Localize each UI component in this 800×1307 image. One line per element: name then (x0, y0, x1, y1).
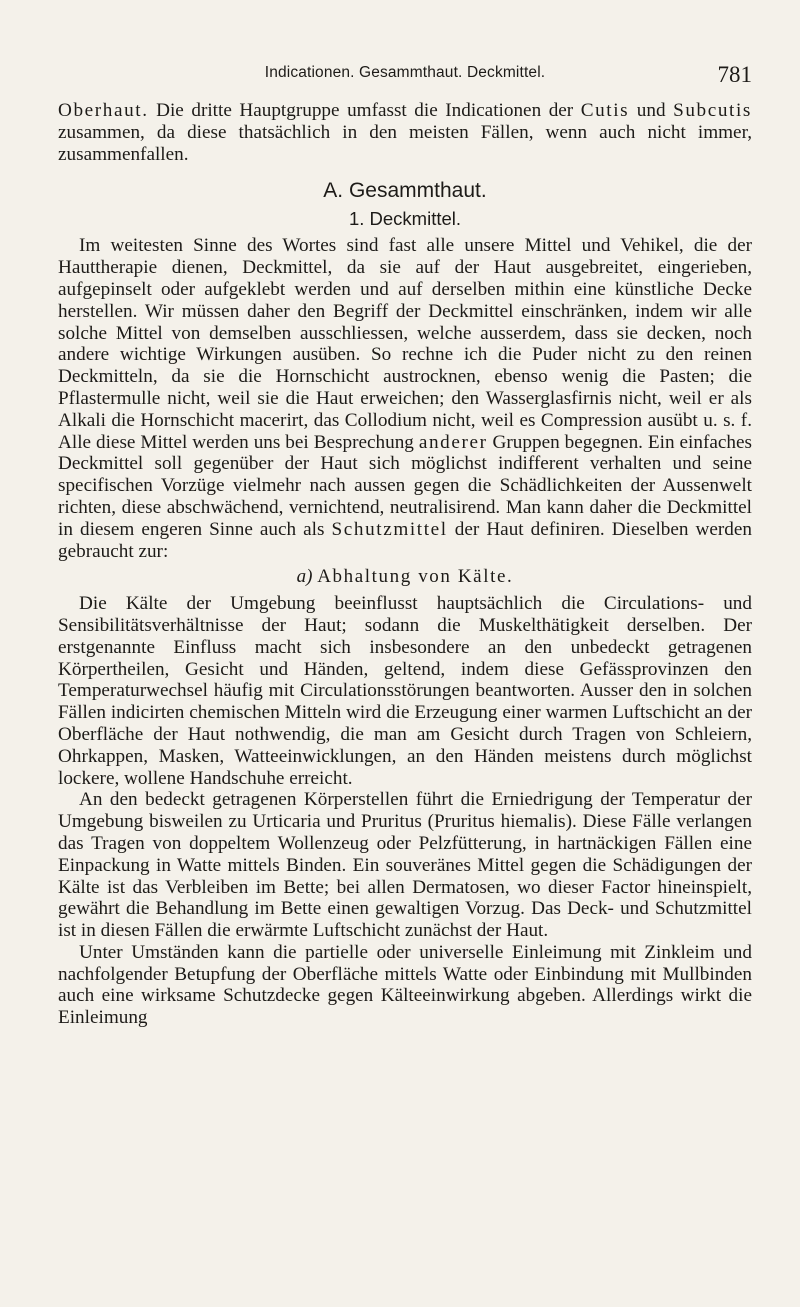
term-cutis: Cutis (580, 100, 630, 121)
intro-text-2: und (629, 100, 674, 121)
section-heading-gesammthaut: A. Gesammthaut. (323, 179, 487, 203)
subsection-letter: a) (296, 566, 313, 588)
intro-paragraph (58, 100, 752, 165)
deckmittel-text-1: Im weitesten Sinne des Wortes sind fast alle unsere Mittel und Vehikel, die der Hauttherapie dienen, Deckmittel, da sie auf der Haut ausgebreitet, eingerieben, aufgepinselt oder aufgeklebt werden und auf derselben mithin eine künstliche Decke herstellen. Wir müssen daher den Begriff der Deckmittel einschränken, indem wir alle solche Mittel von demselben ausschliessen, welche ausserdem, dass sie decken, noch andere wichtige Wirkungen ausüben. So rechne ich die Puder nicht zu den reinen Deckmitteln, da sie die Hornschicht austrocknen, ebenso wenig die Pasten; die Pflastermulle nicht, weil sie die Haut erweichen; den Wasserglasfirnis nicht, weil er als Alkali die Hornschicht macerirt, das Collodium nicht, weil es Compression ausübt u. s. f. Alle diese Mittel werden uns bei Besprechung (58, 235, 752, 453)
paragraph-einleimung: Unter Umständen kann die partielle oder universelle Einleimung mit Zinkleim und nachfolgender Betupfung der Oberfläche mittels Watte oder Einbindung mit Mullbinden auch eine wirksame Schutzdecke gegen Kälteeinwirkung abgeben. Allerdings wirkt die Einleimung (58, 941, 752, 1029)
term-subcutis: Subcutis (673, 100, 752, 121)
intro-text-3: zusammen, da diese thatsächlich in den meisten Fällen, wenn auch nicht immer, zusammenfallen. (58, 121, 752, 165)
intro-text-1: Die dritte Hauptgruppe umfasst die Indicationen der (148, 100, 581, 121)
deckmittel-text-3: der Haut definiren. Dieselben werden gebraucht zur: (58, 518, 752, 562)
running-head (58, 0, 752, 100)
paragraph-bedeckt: An den bedeckt getragenen Körperstellen führt die Erniedrigung der Temperatur der Umgebung bisweilen zu Urticaria und Pruritus (Pruritus hiemalis). Diese Fälle verlangen das Tragen von doppeltem Wollenzeug oder Pelzfütterung, in hartnäckigen Fällen eine Einpackung in Watte mittels Binden. Ein souveränes Mittel gegen die Schädigungen der Kälte ist das Verbleiben im Bette; bei allen Dermatosen, wo dieser Factor hineinspielt, gewährt die Behandlung im Bette einen gewaltigen Vorzug. Das Deck- und Schutzmittel ist in diesen Fällen die erwärmte Luftschicht zunächst der Haut. (58, 789, 752, 942)
subsection-heading-kaelte (58, 566, 752, 588)
term-schutzmittel: Schutzmittel (331, 518, 448, 540)
page-number: 781 (717, 62, 752, 87)
term-anderer: anderer (418, 431, 488, 453)
page-body (58, 100, 752, 1029)
term-oberhaut: Oberhaut. (58, 100, 149, 121)
deckmittel-text-2: Gruppen begegnen. Ein einfaches Deckmittel soll gegenüber der Haut sich möglichst indifferent verhalten und seine specifischen Vorzüge vielmehr nach aussen gegen die Schädlichkeiten der Aussenwelt richten, diese abschwächend, vernichtend, neutralisirend. Man kann daher die Deckmittel in diesem engeren Sinne auch als (58, 431, 752, 540)
subheading-deckmittel: 1. Deckmittel. (348, 208, 462, 230)
running-title: Indicationen. Gesammthaut. Deckmittel. (264, 64, 546, 81)
paragraph-deckmittel (58, 235, 752, 562)
paragraph-kaelte: Die Kälte der Umgebung beeinflusst hauptsächlich die Circulations- und Sensibilitätsverhältnisse der Haut; sodann die Muskelthätigkeit derselben. Der erstgenannte Einfluss macht sich insbesondere an den unbedeckt getragenen Körpertheilen, Gesicht und Händen, geltend, indem diese Gefässprovinzen den Temperaturwechsel häufig mit Circulationsstörungen beantworten. Ausser den in solchen Fällen indicirten chemischen Mitteln wird die Erzeugung einer warmen Luftschicht an der Oberfläche der Haut nothwendig, die man am Gesicht durch Tragen von Schleiern, Ohrkappen, Masken, Watteeinwicklungen, an den Händen meistens durch möglichst lockere, wollene Handschuhe erreicht. (58, 593, 752, 789)
subsection-title: Abhaltung von Kälte. (317, 566, 514, 588)
book-page (58, 0, 752, 1029)
